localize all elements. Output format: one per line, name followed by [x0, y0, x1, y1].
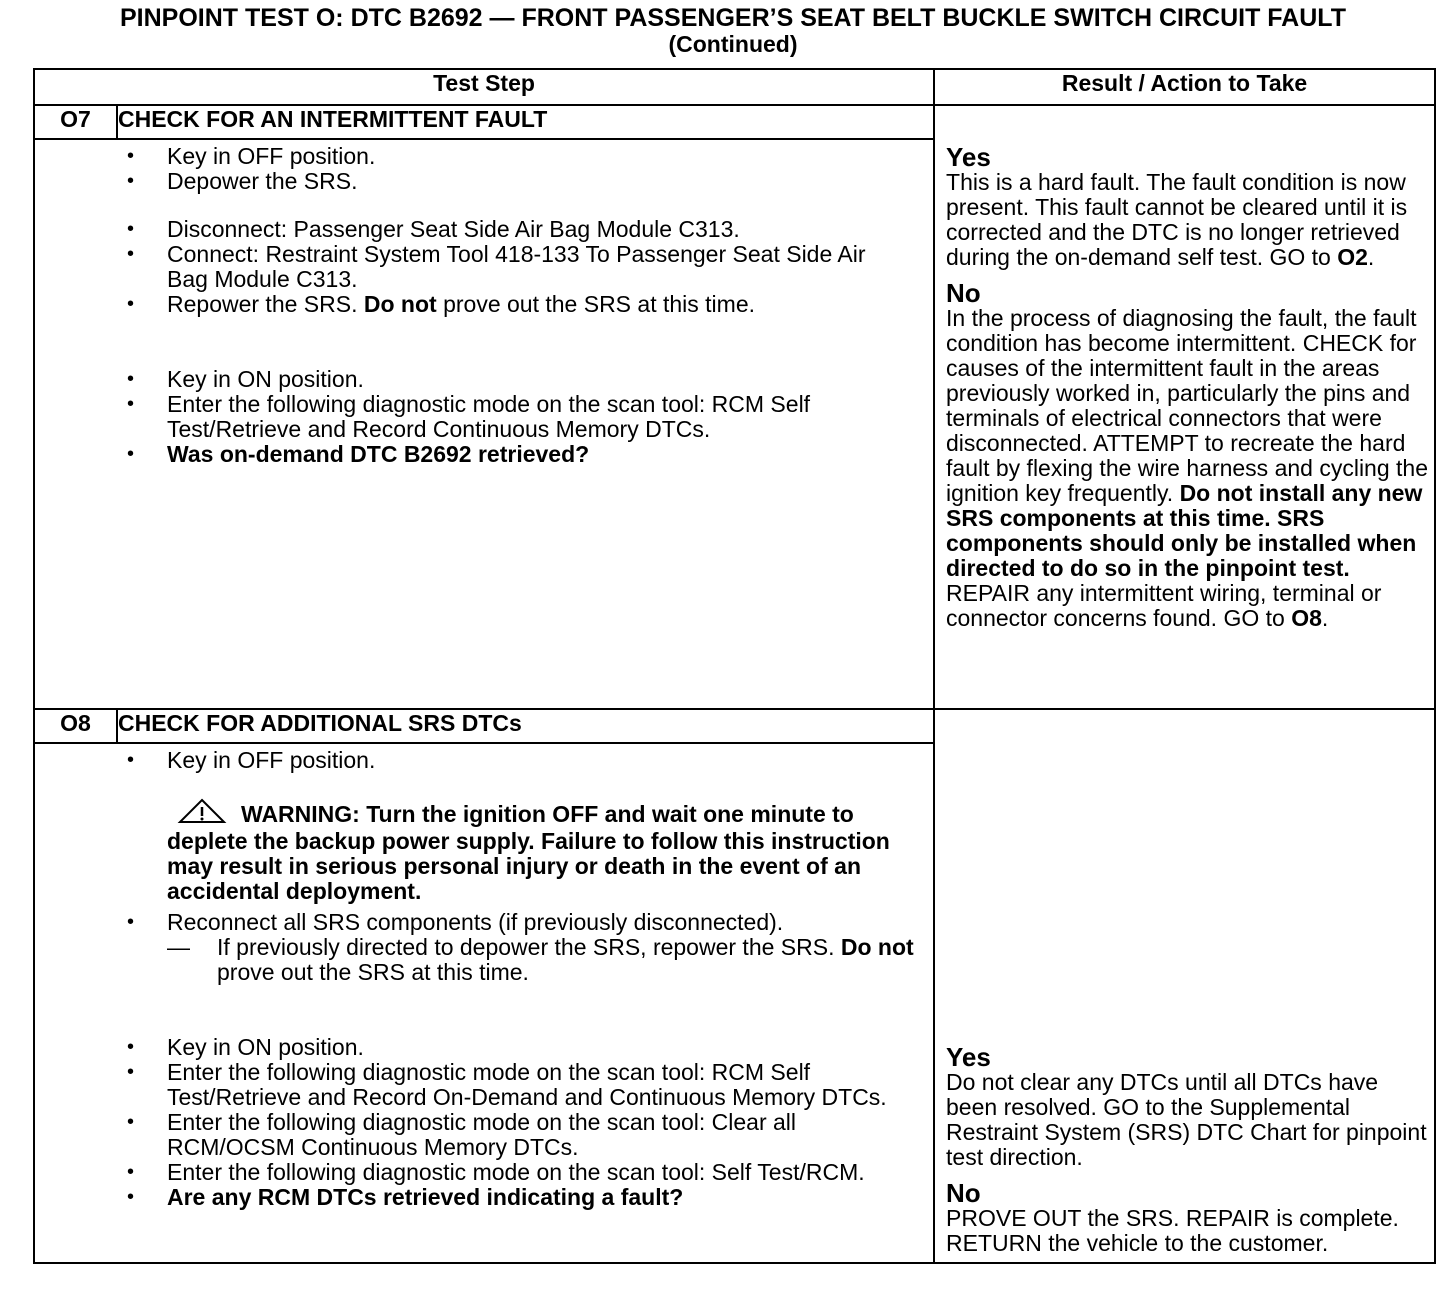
- step-o7-title-row: [34, 105, 1435, 139]
- result-cell-o8: [934, 709, 1435, 1263]
- list-item: • Key in ON position.: [127, 1034, 364, 1060]
- header-result-action: Result / Action to Take: [934, 69, 1435, 105]
- bullet-icon: •: [127, 145, 135, 167]
- list-item: • Key in OFF position.: [127, 143, 376, 169]
- bullet-icon: •: [127, 170, 135, 192]
- step-number-o8: O8: [34, 709, 117, 743]
- bullet-icon: •: [127, 1061, 135, 1083]
- bullet-icon: •: [127, 1111, 135, 1133]
- step-o7-body: [34, 139, 934, 709]
- bullet-icon: •: [127, 749, 135, 771]
- header-test-step: Test Step: [34, 69, 934, 105]
- o7-no-text: In the process of diagnosing the fault, the fault condition has become intermittent. CHECK for causes of the intermittent fault in the areas previously worked in, particularly the pins and terminals of electrical connectors that were disconnected. ATTEMPT to recreate the hard fault by flexing the wire harness and cycling the ignition key frequently. Do not install any new SRS components at this time. SRS components should only be installed when directed to do so in the pinpoint test. REPAIR any intermittent wiring, terminal or connector concerns found. GO to O8.: [946, 305, 1429, 631]
- o8-no-label: No: [946, 1178, 981, 1208]
- page-title: [33, 4, 1433, 56]
- list-item: • Connect: Restraint System Tool 418-133 To Passenger Seat Side Air Bag Module C313.: [127, 241, 866, 292]
- bullet-icon: •: [127, 1186, 135, 1208]
- o7-yes-label: Yes: [946, 142, 991, 172]
- title-line-2: (Continued): [668, 31, 798, 57]
- step-o8-body: [34, 743, 934, 1263]
- list-item: • Key in ON position.: [127, 366, 364, 392]
- o7-no-label: No: [946, 278, 981, 308]
- step-title-o8: CHECK FOR ADDITIONAL SRS DTCs: [117, 709, 934, 743]
- list-item: • Key in OFF position.: [127, 747, 376, 773]
- list-item: • Enter the following diagnostic mode on the scan tool: RCM Self Test/Retrieve and Record On-Demand and Continuous Memory DTCs.: [127, 1059, 887, 1110]
- o8-no-text: PROVE OUT the SRS. REPAIR is complete. RETURN the vehicle to the customer.: [946, 1205, 1399, 1256]
- step-title-o7: CHECK FOR AN INTERMITTENT FAULT: [117, 105, 934, 139]
- bullet-icon: •: [127, 218, 135, 240]
- warning-note: WARNING: Turn the ignition OFF and wait one minute to deplete the backup power supply. Failure to follow this instruction may result in serious personal injury or death in the event of an accidental deployment.: [35, 798, 933, 904]
- bullet-icon: •: [127, 1036, 135, 1058]
- list-item: • Are any RCM DTCs retrieved indicating a fault?: [127, 1184, 684, 1210]
- list-item: • Enter the following diagnostic mode on the scan tool: Self Test/RCM.: [127, 1159, 865, 1185]
- bullet-icon: •: [127, 911, 135, 933]
- step-o8-title-row: [34, 709, 1435, 743]
- title-line-1: PINPOINT TEST O: DTC B2692 — FRONT PASSENGER’S SEAT BELT BUCKLE SWITCH CIRCUIT FAULT: [120, 4, 1346, 32]
- bullet-icon: •: [127, 393, 135, 415]
- o8-yes-label: Yes: [946, 1042, 991, 1072]
- pinpoint-test-table: [33, 68, 1436, 1264]
- warning-triangle-icon: [177, 798, 227, 829]
- list-item: • Enter the following diagnostic mode on the scan tool: Clear all RCM/OCSM Continuous Memory DTCs.: [127, 1109, 797, 1160]
- list-item: • Disconnect: Passenger Seat Side Air Bag Module C313.: [127, 216, 740, 242]
- list-item: • Enter the following diagnostic mode on the scan tool: RCM Self Test/Retrieve and Record Continuous Memory DTCs.: [127, 391, 811, 442]
- header-row: [34, 69, 1435, 105]
- list-item: • Was on-demand DTC B2692 retrieved?: [127, 441, 590, 467]
- bullet-icon: •: [127, 443, 135, 465]
- bullet-icon: •: [127, 243, 135, 265]
- list-item: • Depower the SRS.: [127, 168, 358, 194]
- bullet-icon: •: [127, 293, 135, 315]
- o8-yes-text: Do not clear any DTCs until all DTCs have been resolved. GO to the Supplemental Restraint System (SRS) DTC Chart for pinpoint test direction.: [946, 1069, 1427, 1170]
- o7-yes-text: This is a hard fault. The fault condition is now present. This fault cannot be cleared until it is corrected and the DTC is no longer retrieved during the on-demand self test. GO to O2.: [946, 169, 1408, 270]
- sub-list-item: — If previously directed to depower the SRS, repower the SRS. Do not prove out the SRS at this time.: [167, 934, 914, 985]
- bullet-icon: •: [127, 368, 135, 390]
- result-cell-o7: [934, 105, 1435, 709]
- list-item: • Repower the SRS. Do not prove out the SRS at this time.: [127, 291, 756, 317]
- dash-icon: —: [167, 934, 190, 960]
- step-number-o7: O7: [34, 105, 117, 139]
- bullet-icon: •: [127, 1161, 135, 1183]
- list-item: • Reconnect all SRS components (if previously disconnected).: [127, 909, 784, 935]
